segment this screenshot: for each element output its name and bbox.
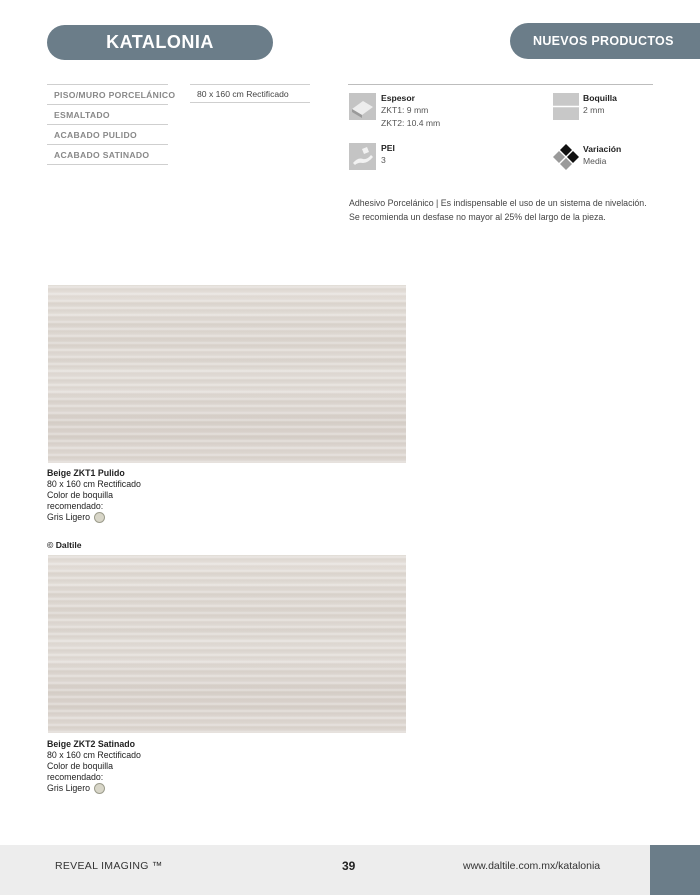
espesor-value-2: ZKT2: 10.4 mm — [381, 118, 441, 128]
size-spec: 80 x 160 cm Rectificado — [190, 84, 310, 103]
grout-label: recomendado: — [47, 501, 104, 511]
grout-label: Color de boquilla — [47, 490, 114, 500]
grout-color-row — [47, 783, 141, 794]
copyright: © Daltile — [47, 540, 82, 550]
grout-color: Gris Ligero — [47, 512, 91, 522]
pei-label: PEI — [381, 143, 395, 153]
boquilla-label: Boquilla — [583, 93, 617, 103]
pei-value: 3 — [381, 155, 386, 165]
boquilla-value: 2 mm — [583, 105, 605, 115]
footer-brand: REVEAL IMAGING ™ — [55, 860, 163, 872]
installation-note: Adhesivo Porcelánico | Es indispensable el uso de un sistema de nivelación. Se recomienda un desfase no mayor al 25% del largo de la pieza. — [349, 198, 647, 222]
collection-title: KATALONIA — [47, 25, 273, 60]
product-size: 80 x 160 cm Rectificado — [47, 479, 141, 489]
variation-icon — [553, 144, 579, 170]
product-name: Beige ZKT2 Satinado — [47, 739, 135, 749]
product-caption — [47, 468, 141, 523]
grout-swatch — [94, 512, 105, 523]
grout-label: Color de boquilla — [47, 761, 114, 771]
footer-accent — [650, 845, 700, 895]
spec-item: ACABADO PULIDO — [47, 124, 168, 144]
spec-list — [47, 84, 176, 165]
spec-item: PISO/MURO PORCELÁNICO — [47, 84, 168, 104]
pei-icon — [349, 143, 376, 170]
variacion-value: Media — [583, 156, 607, 166]
section-tab: NUEVOS PRODUCTOS — [510, 23, 700, 59]
footer-url[interactable]: www.daltile.com.mx/katalonia — [463, 860, 601, 872]
espesor-value-1: ZKT1: 9 mm — [381, 105, 429, 115]
grout-swatch — [94, 783, 105, 794]
thickness-icon — [349, 93, 376, 120]
tile-image-satinado — [48, 555, 406, 733]
product-caption — [47, 739, 141, 794]
spec-item: ACABADO SATINADO — [47, 144, 168, 165]
divider — [348, 84, 653, 85]
page-number: 39 — [342, 859, 356, 873]
product-size: 80 x 160 cm Rectificado — [47, 750, 141, 760]
spec-item: ESMALTADO — [47, 104, 168, 124]
espesor-label: Espesor — [381, 93, 415, 103]
grout-label: recomendado: — [47, 772, 104, 782]
grout-color-row — [47, 512, 141, 523]
grout-color: Gris Ligero — [47, 783, 91, 793]
variacion-label: Variación — [583, 144, 622, 154]
product-name: Beige ZKT1 Pulido — [47, 468, 125, 478]
tile-image-pulido — [48, 285, 406, 463]
grout-joint-icon — [553, 93, 579, 120]
